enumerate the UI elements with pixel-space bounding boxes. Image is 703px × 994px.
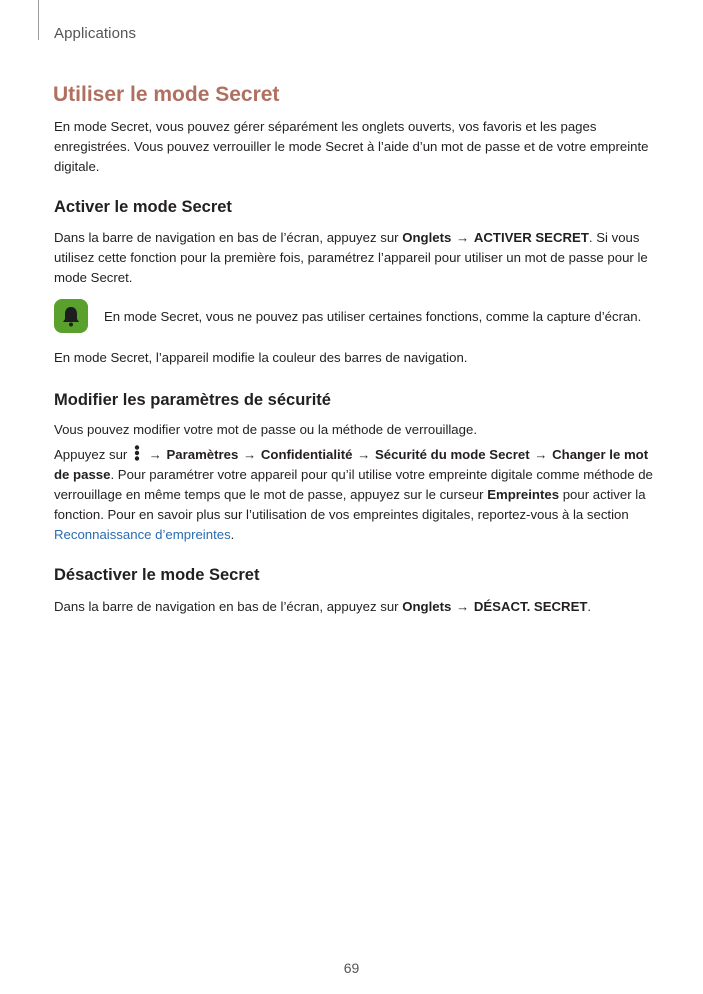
text: . xyxy=(230,527,235,542)
security-paragraph-1: Vous pouvez modifier votre mot de passe ou la méthode de verrouillage. xyxy=(54,422,477,437)
more-options-icon xyxy=(132,445,142,461)
security-paragraph-2 xyxy=(54,445,654,545)
deactivate-paragraph xyxy=(54,597,654,617)
arrow: → xyxy=(353,447,374,462)
page-title: Utiliser le mode Secret xyxy=(53,83,280,106)
confidentialite-label: Confidentialité xyxy=(260,447,353,462)
onglets-label: Onglets xyxy=(402,230,452,245)
bell-icon xyxy=(54,299,88,333)
empreintes-label: Empreintes xyxy=(487,487,560,502)
arrow: → xyxy=(452,599,473,614)
intro-paragraph: En mode Secret, vous pouvez gérer séparément les onglets ouverts, vos favoris et les pages enregistrées. Vous pouvez verrouiller le mode Secret à l’aide d’un mot de passe et de votre empreinte digitale. xyxy=(54,119,649,174)
text: Dans la barre de navigation en bas de l’écran, appuyez sur xyxy=(54,230,403,245)
section-header: Applications xyxy=(54,25,137,42)
text: . Si vous utilisez cette fonction pour la première fois, paramétrez l’appareil pour utiliser un mot de passe pour le mode Secret. xyxy=(54,230,648,285)
activate-paragraph-2: En mode Secret, l’appareil modifie la couleur des barres de navigation. xyxy=(54,350,468,365)
activer-secret-label: ACTIVER SECRET xyxy=(473,230,589,245)
heading-activate: Activer le mode Secret xyxy=(54,198,232,216)
parametres-label: Paramètres xyxy=(166,447,239,462)
activate-paragraph xyxy=(54,228,654,288)
page-number: 69 xyxy=(343,960,360,976)
desact-secret-label: DÉSACT. SECRET xyxy=(473,599,588,614)
heading-security: Modifier les paramètres de sécurité xyxy=(54,391,331,409)
reconnaissance-empreintes-link[interactable]: Reconnaissance d’empreintes xyxy=(54,527,231,542)
text: Appuyez sur xyxy=(54,447,131,462)
heading-deactivate: Désactiver le mode Secret xyxy=(54,566,260,584)
text: . xyxy=(587,599,592,614)
note-text: En mode Secret, vous ne pouvez pas utiliser certaines fonctions, comme la capture d’écran. xyxy=(104,309,642,324)
text: Dans la barre de navigation en bas de l’écran, appuyez sur xyxy=(54,599,403,614)
text: pour activer la fonction. Pour en savoir plus sur l’utilisation de vos empreintes digitales, reportez-vous à la section xyxy=(54,487,646,522)
header-rule xyxy=(38,0,39,40)
text: . Pour paramétrer votre appareil pour qu’il utilise votre empreinte digitale comme méthode de verrouillage en même temps que le mot de passe, appuyez sur le curseur xyxy=(54,467,653,502)
onglets-label: Onglets xyxy=(402,599,452,614)
securite-mode-secret-label: Sécurité du mode Secret xyxy=(374,447,530,462)
arrow: → xyxy=(452,230,473,245)
arrow: → xyxy=(530,447,552,462)
arrow: → xyxy=(239,447,260,462)
arrow: → xyxy=(144,447,166,462)
changer-mot-de-passe-label: Changer le mot de passe xyxy=(54,447,649,482)
